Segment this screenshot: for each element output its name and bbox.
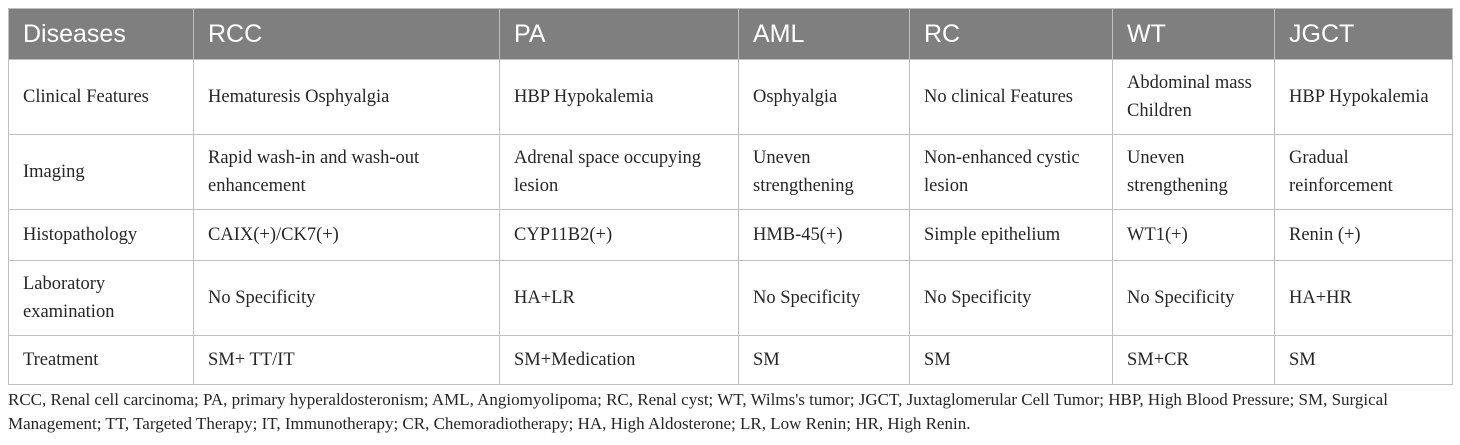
table-cell: Gradual reinforcement bbox=[1275, 135, 1453, 210]
table-row-laboratory-examination bbox=[9, 261, 1453, 336]
table-cell: Abdominal mass Children bbox=[1113, 60, 1275, 135]
table-cell: SM bbox=[739, 336, 910, 385]
table-cell: HA+LR bbox=[500, 261, 739, 336]
table-cell: Rapid wash-in and wash-out enhancement bbox=[194, 135, 500, 210]
header-diseases: Diseases bbox=[9, 9, 194, 60]
table-cell: No Specificity bbox=[739, 261, 910, 336]
table-cell: SM+CR bbox=[1113, 336, 1275, 385]
table-cell: HA+HR bbox=[1275, 261, 1453, 336]
table-cell: Osphyalgia bbox=[739, 60, 910, 135]
header-rc: RC bbox=[910, 9, 1113, 60]
table-row-treatment bbox=[9, 336, 1453, 385]
header-wt: WT bbox=[1113, 9, 1275, 60]
header-aml: AML bbox=[739, 9, 910, 60]
table-cell: Adrenal space occupying lesion bbox=[500, 135, 739, 210]
table-footnote: RCC, Renal cell carcinoma; PA, primary hyperaldosteronism; AML, Angiomyolipoma; RC, Renal cyst; WT, Wilms's tumor; JGCT, Juxtaglomerular Cell Tumor; HBP, High Blood Pressure; SM, Surgical Management; TT, Targeted Therapy; IT, Immunotherapy; CR, Chemoradiotherapy; HA, High Aldosterone; LR, Low Renin; HR, High Renin. bbox=[8, 390, 1388, 433]
row-label-laboratory-examination: Laboratory examination bbox=[9, 261, 194, 336]
table-cell: WT1(+) bbox=[1113, 210, 1275, 261]
table-row-clinical-features bbox=[9, 60, 1453, 135]
row-label-clinical-features: Clinical Features bbox=[9, 60, 194, 135]
table-cell: CAIX(+)/CK7(+) bbox=[194, 210, 500, 261]
table-cell: Uneven strengthening bbox=[739, 135, 910, 210]
disease-comparison-table bbox=[8, 8, 1453, 385]
table-cell: Simple epithelium bbox=[910, 210, 1113, 261]
table-row-histopathology bbox=[9, 210, 1453, 261]
table-cell: Hematuresis Osphyalgia bbox=[194, 60, 500, 135]
table-cell: HBP Hypokalemia bbox=[500, 60, 739, 135]
header-pa: PA bbox=[500, 9, 739, 60]
table-cell: No Specificity bbox=[1113, 261, 1275, 336]
table-cell: SM bbox=[910, 336, 1113, 385]
table-cell: Renin (+) bbox=[1275, 210, 1453, 261]
table-cell: SM+ TT/IT bbox=[194, 336, 500, 385]
header-jgct: JGCT bbox=[1275, 9, 1453, 60]
table-cell: HMB-45(+) bbox=[739, 210, 910, 261]
table-cell: No Specificity bbox=[910, 261, 1113, 336]
row-label-treatment: Treatment bbox=[9, 336, 194, 385]
row-label-imaging: Imaging bbox=[9, 135, 194, 210]
table-cell: SM+Medication bbox=[500, 336, 739, 385]
table-cell: No clinical Features bbox=[910, 60, 1113, 135]
table-cell: CYP11B2(+) bbox=[500, 210, 739, 261]
row-label-histopathology: Histopathology bbox=[9, 210, 194, 261]
header-rcc: RCC bbox=[194, 9, 500, 60]
table-cell: No Specificity bbox=[194, 261, 500, 336]
table-cell: SM bbox=[1275, 336, 1453, 385]
table-cell: Non-enhanced cystic lesion bbox=[910, 135, 1113, 210]
table-cell: HBP Hypokalemia bbox=[1275, 60, 1453, 135]
table-row-imaging bbox=[9, 135, 1453, 210]
table-header-row bbox=[9, 9, 1453, 60]
table-cell: Uneven strengthening bbox=[1113, 135, 1275, 210]
table-container bbox=[8, 8, 1452, 385]
